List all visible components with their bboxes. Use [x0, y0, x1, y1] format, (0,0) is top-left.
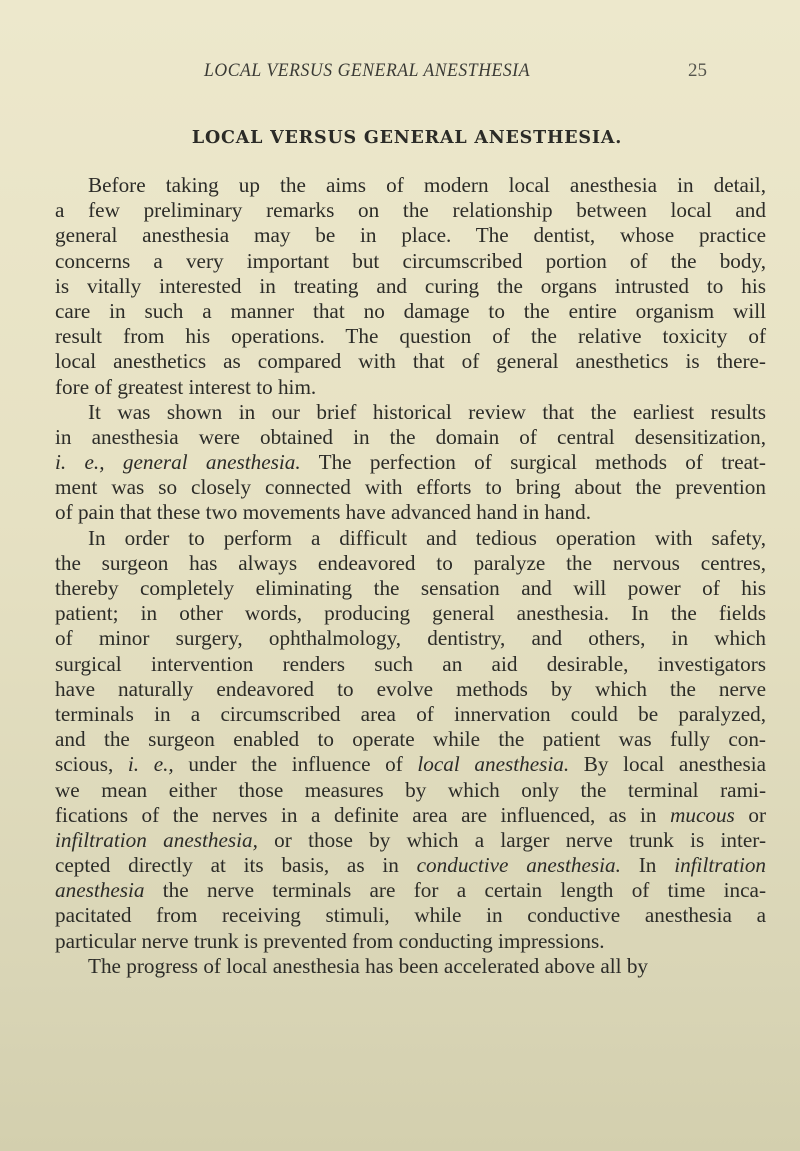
text-line — [55, 954, 766, 979]
paragraph — [55, 954, 766, 979]
running-title: LOCAL VERSUS GENERAL ANESTHESIA — [204, 60, 531, 81]
text-line — [55, 299, 766, 324]
text-run: local anesthetics as compared with that of general anesthetics is there- — [55, 349, 766, 374]
text-run: patient; in other words, producing general anesthesia. In the fields — [55, 601, 766, 626]
text-line — [55, 903, 766, 928]
page-number: 25 — [688, 60, 707, 81]
text-line — [55, 652, 766, 677]
text-line — [55, 878, 766, 903]
text-run: care in such a manner that no damage to the entire organism will — [55, 298, 766, 323]
text-run: terminals in a circumscribed area of innervation could be paralyzed, — [55, 701, 766, 726]
text-line — [55, 425, 766, 450]
chapter-title: LOCAL VERSUS GENERAL ANESTHESIA. — [191, 128, 623, 148]
text-run: thereby completely eliminating the sensation and will power of his — [55, 576, 766, 600]
text-run: ment was so closely connected with efforts to bring about the prevention — [55, 475, 766, 500]
italic-term: local anesthesia. — [417, 752, 570, 777]
text-line — [55, 551, 766, 576]
text-line — [55, 198, 766, 223]
text-run: or — [734, 802, 767, 827]
paragraph — [55, 400, 766, 526]
text-run: in anesthesia were obtained in the domain of central desensitization, — [55, 424, 766, 449]
text-line — [55, 173, 766, 198]
text-line — [55, 828, 766, 853]
text-run: is vitally interested in treating and curing the organs intrusted to his — [55, 273, 766, 298]
text-line — [55, 500, 766, 525]
text-run: the surgeon has always endeavored to paralyze the nervous centres, — [55, 550, 766, 575]
text-run: have naturally endeavored to evolve methods by which the nerve — [55, 676, 766, 701]
text-line — [55, 752, 766, 777]
text-line — [55, 853, 766, 878]
text-run: of pain that these two movements have advanced hand in hand. — [55, 500, 591, 525]
text-line — [55, 375, 766, 400]
text-line — [55, 324, 766, 349]
text-line — [55, 601, 766, 626]
italic-term: infiltration anesthesia, — [55, 827, 258, 852]
text-run: The perfection of surgical methods of treat- — [300, 450, 766, 475]
text-line — [55, 778, 766, 803]
text-line — [55, 576, 766, 601]
text-line — [55, 626, 766, 651]
text-line — [55, 526, 766, 551]
text-line — [55, 223, 766, 248]
body-text — [55, 173, 766, 979]
text-line — [55, 727, 766, 752]
text-line — [55, 400, 766, 425]
text-run: a few preliminary remarks on the relationship between local and — [55, 198, 766, 223]
text-run: fore of greatest interest to him. — [55, 374, 317, 399]
text-run: particular nerve trunk is prevented from conducting impressions. — [55, 928, 605, 953]
text-line — [55, 349, 766, 374]
text-run: The progress of local anesthesia has been accelerated above all by — [88, 953, 649, 978]
italic-term: i. e., — [127, 752, 174, 777]
italic-term: anesthesia — [55, 878, 145, 903]
italic-term: infiltration — [674, 853, 767, 878]
text-run: It was shown in our brief historical review that the earliest results — [88, 399, 766, 424]
italic-term: conductive anesthesia. — [416, 853, 621, 878]
text-run: general anesthesia may be in place. The dentist, whose practice — [55, 223, 766, 248]
text-run: we mean either those measures by which only the terminal rami- — [55, 777, 766, 802]
text-run: concerns a very important but circumscribed portion of the body, — [55, 248, 766, 273]
text-line — [55, 475, 766, 500]
text-run: of minor surgery, ophthalmology, dentistry, and others, in which — [55, 626, 766, 651]
paragraph — [55, 526, 766, 954]
text-run: the nerve terminals are for a certain length of time inca- — [144, 878, 766, 903]
text-line — [55, 249, 766, 274]
text-run: fications of the nerves in a definite area are influenced, as in — [55, 802, 671, 827]
text-run: result from his operations. The question of the relative toxicity of — [55, 324, 766, 349]
text-run: By local anesthesia — [569, 752, 766, 777]
text-line — [55, 702, 766, 727]
text-line — [55, 803, 766, 828]
paragraph — [55, 173, 766, 400]
text-run: In order to perform a difficult and tedious operation with safety, — [88, 525, 766, 550]
text-run: Before taking up the aims of modern local anesthesia in detail, — [88, 173, 766, 197]
running-header — [0, 60, 800, 90]
text-run: cepted directly at its basis, as in — [55, 853, 417, 878]
text-line — [55, 274, 766, 299]
text-run: or those by which a larger nerve trunk is inter- — [257, 827, 766, 852]
text-line — [55, 677, 766, 702]
text-run: under the influence of — [173, 752, 418, 777]
italic-term: i. e., general anesthesia. — [55, 450, 301, 475]
text-line — [55, 929, 766, 954]
text-run: pacitated from receiving stimuli, while in conductive anesthesia a — [55, 903, 766, 928]
text-line — [55, 450, 766, 475]
text-run: scious, — [55, 752, 128, 777]
text-run: surgical intervention renders such an aid desirable, investigators — [55, 651, 766, 676]
text-run: In — [620, 853, 675, 878]
italic-term: mucous — [670, 802, 735, 827]
text-run: and the surgeon enabled to operate while the patient was fully con- — [55, 727, 766, 752]
